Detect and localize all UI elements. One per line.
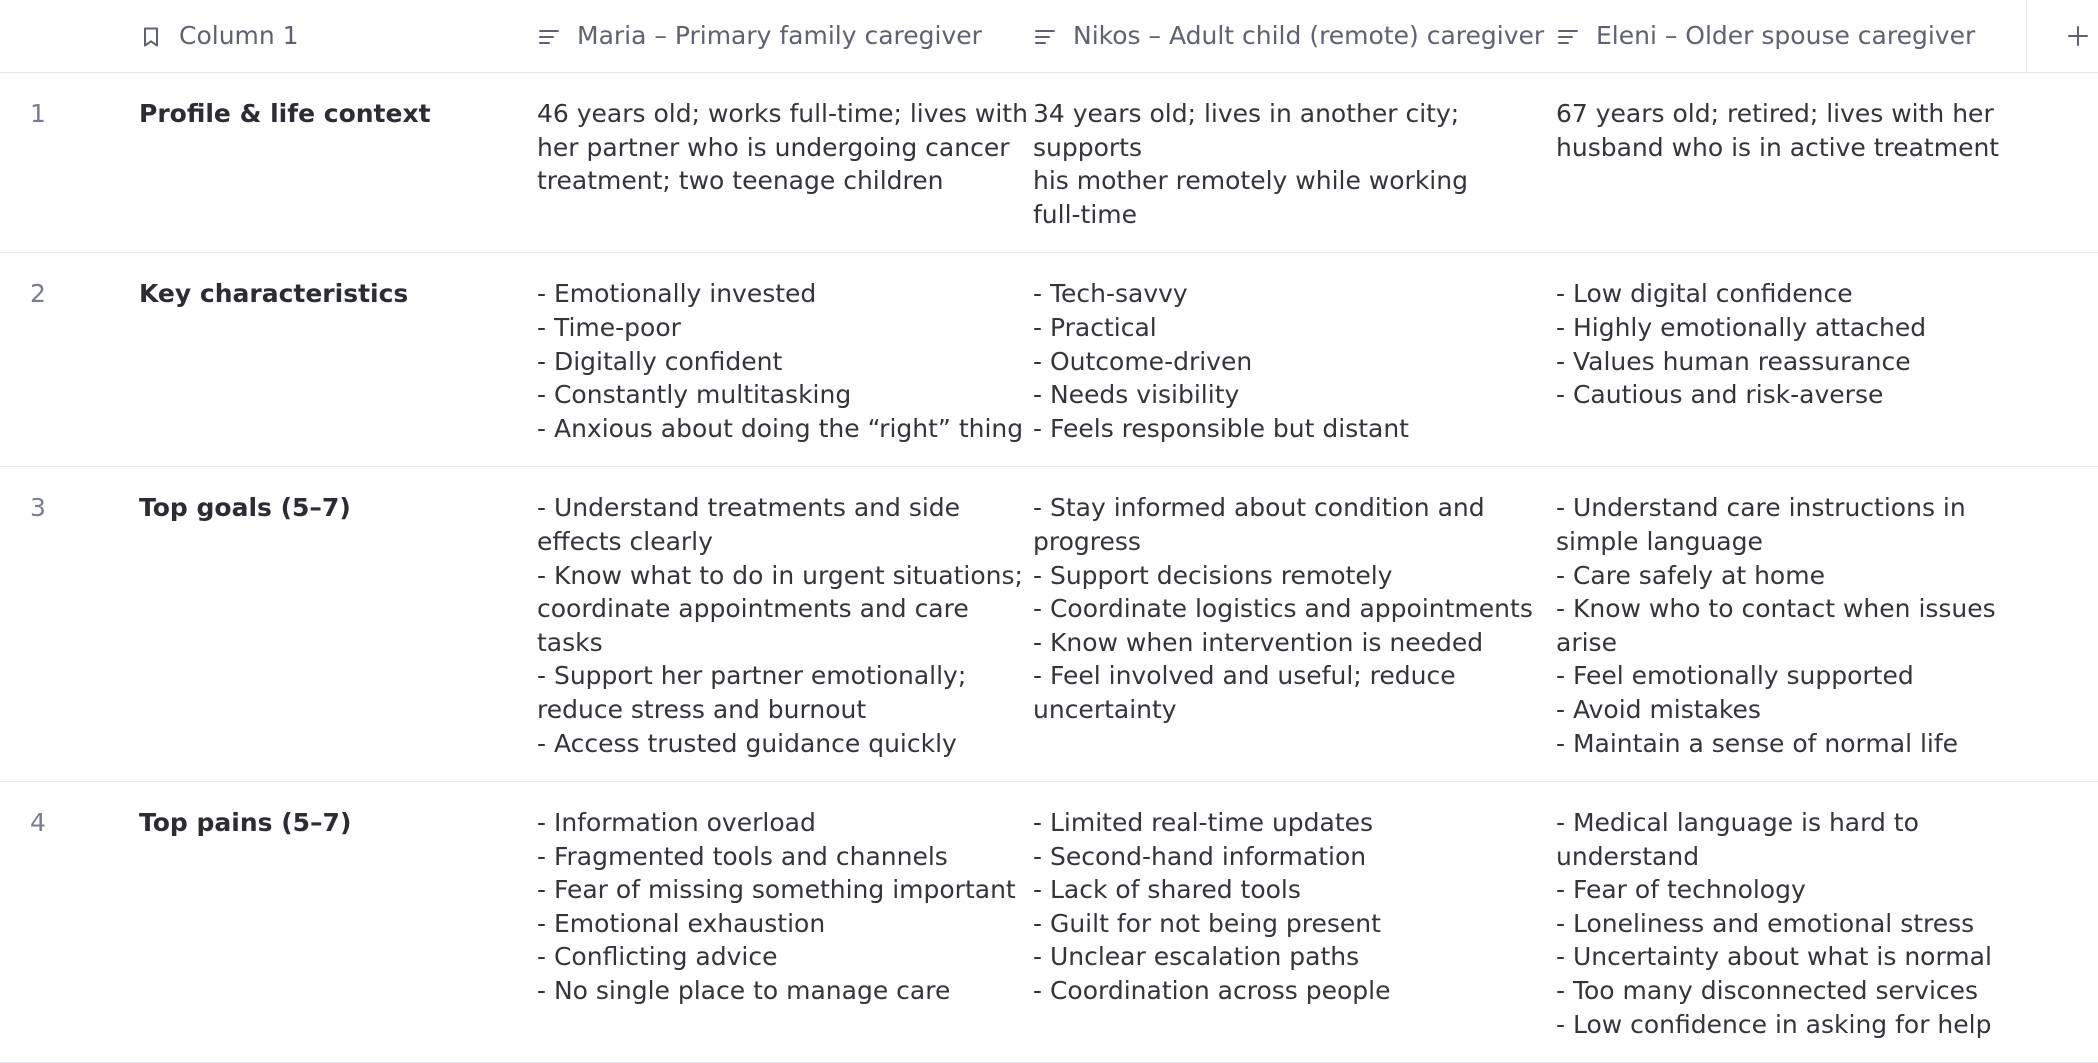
nikos-cell[interactable]: - Limited real-time updates - Second-hand information - Lack of shared tools - Guilt for not being present - Unclear escalation paths - Coordination across people <box>1033 808 1391 1006</box>
column-header-maria[interactable] <box>537 19 1033 53</box>
empty-cell <box>2026 253 2098 298</box>
table-row <box>0 253 2098 467</box>
nikos-cell[interactable]: - Tech-savvy - Practical - Outcome-driven - Needs visibility - Feels responsible but distant <box>1033 279 1409 443</box>
eleni-cell[interactable]: - Medical language is hard to understand - Fear of technology - Loneliness and emotional stress - Uncertainty about what is normal - Too many disconnected services - Low confidence in asking for help <box>1556 808 1992 1039</box>
row-number: 4 <box>30 808 46 838</box>
add-column-button[interactable] <box>2058 16 2098 56</box>
column-header-label: Nikos – Adult child (remote) caregiver <box>1073 21 1545 51</box>
maria-cell[interactable]: 46 years old; works full-time; lives with her partner who is undergoing cancer treatment; two teenage children <box>537 99 1028 196</box>
maria-cell[interactable]: - Information overload - Fragmented tools and channels - Fear of missing something important - Emotional exhaustion - Conflicting advice - No single place to manage care <box>537 808 1016 1006</box>
row-label-cell[interactable]: Top goals (5–7) <box>139 493 351 523</box>
table-row <box>0 467 2098 782</box>
row-label-cell[interactable]: Key characteristics <box>139 279 409 309</box>
row-number: 1 <box>30 99 46 128</box>
empty-cell <box>2026 467 2098 512</box>
eleni-cell[interactable]: 67 years old; retired; lives with her husband who is in active treatment <box>1556 99 2000 162</box>
column-header-nikos[interactable] <box>1033 19 1556 53</box>
eleni-cell[interactable]: - Understand care instructions in simple language - Care safely at home - Know who to contact when issues arise - Feel emotionally supported - Avoid mistakes - Maintain a sense of normal life <box>1556 493 1996 758</box>
text-lines-icon <box>1033 24 1057 48</box>
empty-cell <box>2026 782 2098 827</box>
row-label-cell[interactable]: Profile & life context <box>139 99 431 128</box>
eleni-cell[interactable]: - Low digital confidence - Highly emotionally attached - Values human reassurance - Cautious and risk-averse <box>1556 279 1927 410</box>
empty-cell <box>2026 73 2098 118</box>
row-number: 3 <box>30 493 46 523</box>
column-header-label: Column 1 <box>179 21 299 51</box>
bookmark-icon <box>139 24 163 48</box>
column-header-column1[interactable] <box>139 19 537 53</box>
column-header-eleni[interactable] <box>1556 19 2026 53</box>
maria-cell[interactable]: - Understand treatments and side effects clearly - Know what to do in urgent situations; coordinate appointments and care tasks - Support her partner emotionally; reduce stress and burnout - Access trusted guidance quickly <box>537 493 1023 758</box>
text-lines-icon <box>1556 24 1580 48</box>
row-number: 2 <box>30 279 46 309</box>
column-header-label: Eleni – Older spouse caregiver <box>1596 21 1976 51</box>
column-header-label: Maria – Primary family caregiver <box>577 21 982 51</box>
nikos-cell[interactable]: - Stay informed about condition and progress - Support decisions remotely - Coordinate logistics and appointments - Know when intervention is needed - Feel involved and useful; reduce uncertainty <box>1033 493 1533 724</box>
plus-icon <box>2066 24 2090 48</box>
add-column-separator <box>2026 0 2098 72</box>
table-row <box>0 782 2098 1063</box>
row-label-cell[interactable]: Top pains (5–7) <box>139 808 352 838</box>
add-column-area <box>2026 0 2098 72</box>
table-header-row <box>0 0 2098 73</box>
text-lines-icon <box>537 24 561 48</box>
maria-cell[interactable]: - Emotionally invested - Time-poor - Digitally confident - Constantly multitasking - Anxious about doing the “right” thing <box>537 279 1024 443</box>
nikos-cell[interactable]: 34 years old; lives in another city; supports his mother remotely while working full-time <box>1033 99 1468 229</box>
table-row <box>0 73 2098 253</box>
